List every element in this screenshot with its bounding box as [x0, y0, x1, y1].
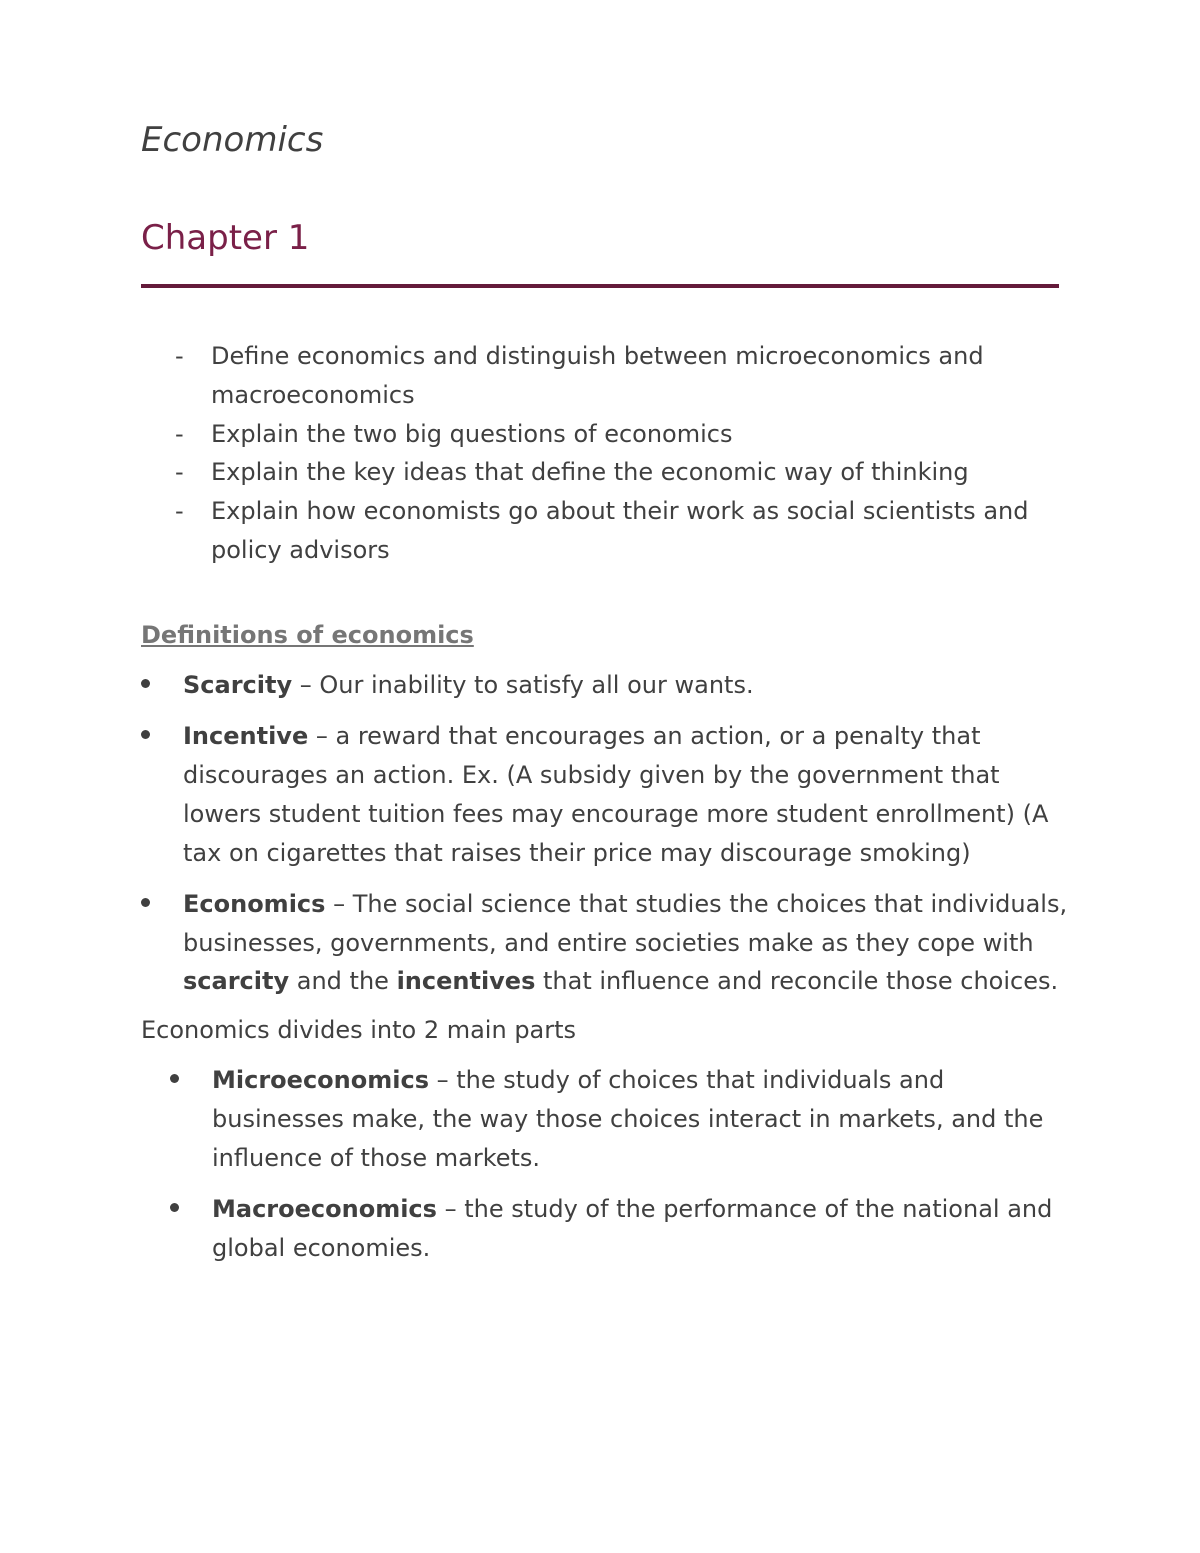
dash-marker: - — [175, 342, 184, 370]
definition-text: – the study of the performance of the national and global economies. — [212, 1194, 1053, 1262]
definition-term: Incentive — [183, 722, 309, 751]
definition-term: Macroeconomics — [212, 1194, 437, 1223]
definition-emphasis: incentives — [396, 967, 536, 996]
bullet-icon — [141, 898, 150, 907]
bullet-icon — [170, 1203, 179, 1212]
definition-macroeconomics — [170, 1190, 1070, 1268]
definition-text: – the study of choices that individuals and businesses make, the way those choices interact in markets, and the influence of those markets. — [212, 1066, 1044, 1172]
objective-item — [141, 453, 1071, 492]
definitions-list — [141, 666, 1071, 1014]
learning-objectives-list — [141, 337, 1071, 570]
objective-item — [141, 492, 1071, 570]
economics-parts-list — [170, 1061, 1070, 1280]
definition-text: – Our inability to satisfy all our wants. — [292, 671, 754, 699]
definition-text: – The social science that studies the choices that individuals, businesses, governments, and entire societies make as they cope with — [183, 889, 1068, 957]
bullet-icon — [170, 1074, 179, 1083]
dash-marker: - — [175, 419, 184, 448]
definition-economics — [141, 885, 1071, 1001]
objective-item — [141, 415, 1071, 454]
objective-item — [141, 337, 1071, 415]
objective-text: Define economics and distinguish between microeconomics and macroeconomics — [211, 342, 984, 409]
dash-marker: - — [175, 458, 184, 487]
dash-marker: - — [175, 497, 184, 526]
bullet-icon — [141, 679, 150, 688]
chapter-title: Chapter 1 — [141, 218, 310, 258]
definition-emphasis: scarcity — [183, 967, 290, 996]
definition-microeconomics — [170, 1061, 1070, 1177]
definition-text: and the — [289, 967, 397, 996]
definition-scarcity — [141, 666, 1071, 705]
title-divider — [141, 284, 1059, 288]
definition-text: that influence and reconcile those choices. — [535, 967, 1059, 996]
definition-term: Microeconomics — [212, 1066, 429, 1094]
objective-text: Explain the key ideas that define the economic way of thinking — [211, 458, 969, 487]
definition-text: – a reward that encourages an action, or a penalty that discourages an action. Ex. (A subsidy given by the government that lowers student tuition fees may encourage more student enrollment) (A tax on cigarettes that raises their price may discourage smoking) — [183, 722, 1049, 867]
objective-text: Explain the two big questions of economics — [211, 419, 733, 448]
bullet-icon — [141, 730, 150, 739]
definition-term: Economics — [183, 889, 326, 918]
definitions-heading: Definitions of economics — [141, 621, 474, 649]
definition-incentive — [141, 717, 1071, 872]
parts-intro: Economics divides into 2 main parts — [141, 1016, 577, 1044]
objective-text: Explain how economists go about their work as social scientists and policy advisors — [211, 497, 1029, 564]
document-subtitle: Economics — [141, 120, 324, 160]
definition-term: Scarcity — [183, 671, 293, 699]
